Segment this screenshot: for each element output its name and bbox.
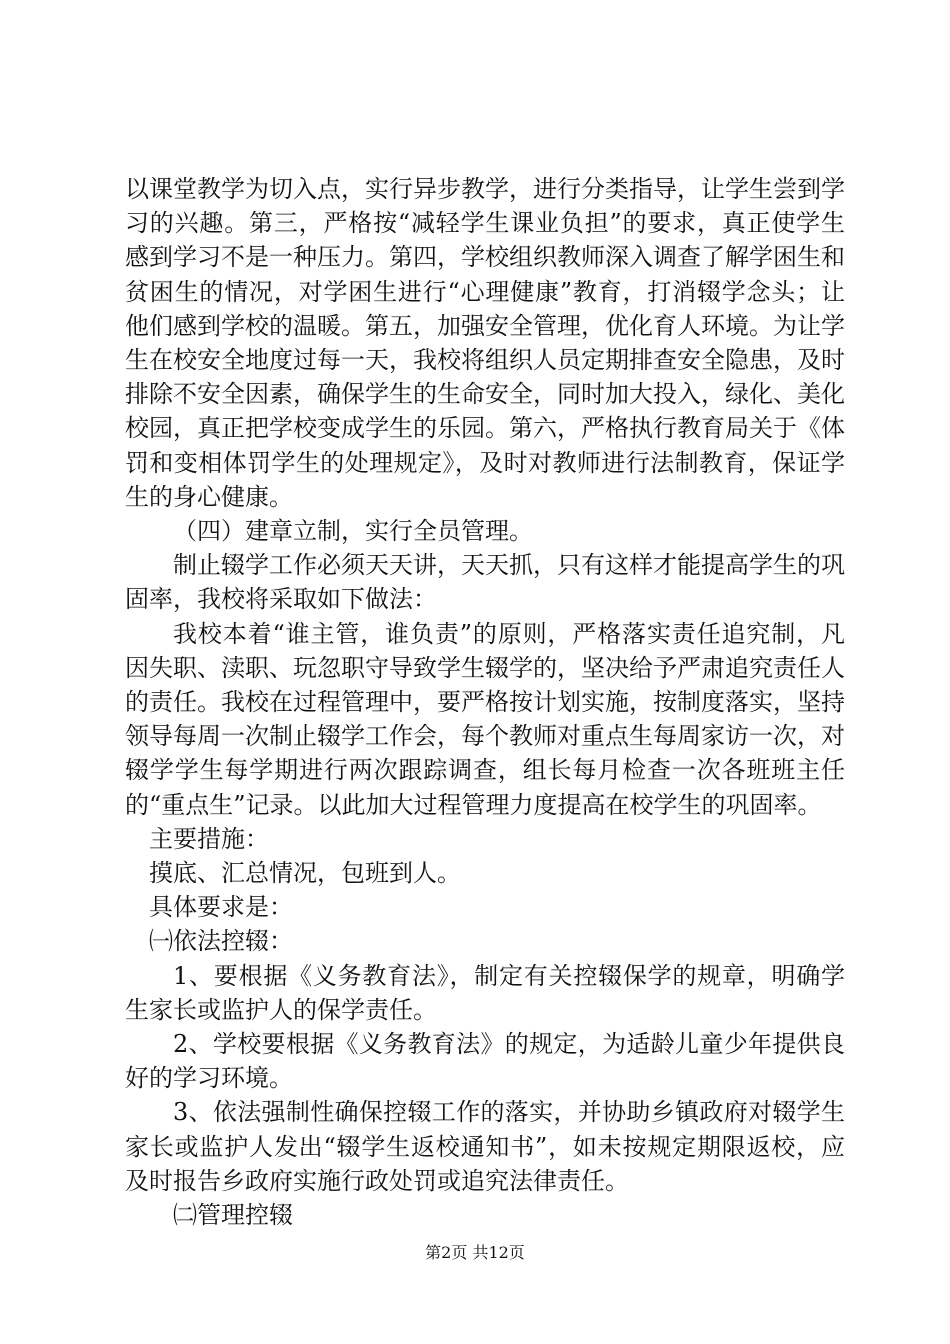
heading-legal-control: ㈠依法控辍： <box>149 927 293 956</box>
list-item-2: 2、学校要根据《义务教育法》的规定，为适龄儿童少年提供良好的学习环境。 <box>125 1030 845 1093</box>
paragraph-responsibility: 我校本着“谁主管，谁负责”的原则，严格落实责任追究制，凡因失职、渎职、玩忽职守导致学生辍学的，坚决给予严肃追究责任人的责任。我校在过程管理中，要严格按计划实施，按制度落实，坚持领导每周一次制止辍学工作会，每个教师对重点生每周家访一次，对辍学学生每学期进行两次跟踪调查，组长每月检查一次各班班主任的“重点生”记录。以此加大过程管理力度提高在校学生的巩固率。 <box>125 619 845 819</box>
paragraph-approach: 制止辍学工作必须天天讲，天天抓，只有这样才能提高学生的巩固率，我校将采取如下做法： <box>125 551 845 614</box>
list-item-1: 1、要根据《义务教育法》，制定有关控辍保学的规章，明确学生家长或监护人的保学责任。 <box>125 961 845 1024</box>
heading-management-control: ㈡管理控辍 <box>173 1201 293 1230</box>
heading-main-measures: 主要措施： <box>149 824 269 853</box>
page-number-footer: 第2页 共12页 <box>425 1243 525 1262</box>
section-heading-4: （四）建章立制，实行全员管理。 <box>173 517 533 546</box>
paragraph-continuation: 以课堂教学为切入点，实行异步教学，进行分类指导，让学生尝到学习的兴趣。第三，严格按“减轻学生课业负担”的要求，真正使学生感到学习不是一种压力。第四，学校组织教师深入调查了解学困生和贫困生的情况，对学困生进行“心理健康”教育，打消辍学念头；让他们感到学校的温暖。第五，加强安全管理，优化育人环境。为让学生在校安全地度过每一天，我校将组织人员定期排查安全隐患，及时排除不安全因素，确保学生的生命安全，同时加大投入，绿化、美化校园，真正把学校变成学生的乐园。第六，严格执行教育局关于《体罚和变相体罚学生的处理规定》，及时对教师进行法制教育，保证学生的身心健康。 <box>125 175 845 511</box>
paragraph-survey: 摸底、汇总情况，包班到人。 <box>149 859 461 888</box>
heading-specific-requirements: 具体要求是： <box>149 893 293 922</box>
document-body <box>125 172 845 1232</box>
list-item-3: 3、依法强制性确保控辍工作的落实，并协助乡镇政府对辍学生家长或监护人发出“辍学生返校通知书”，如未按规定期限返校，应及时报告乡政府实施行政处罚或追究法律责任。 <box>125 1098 845 1195</box>
